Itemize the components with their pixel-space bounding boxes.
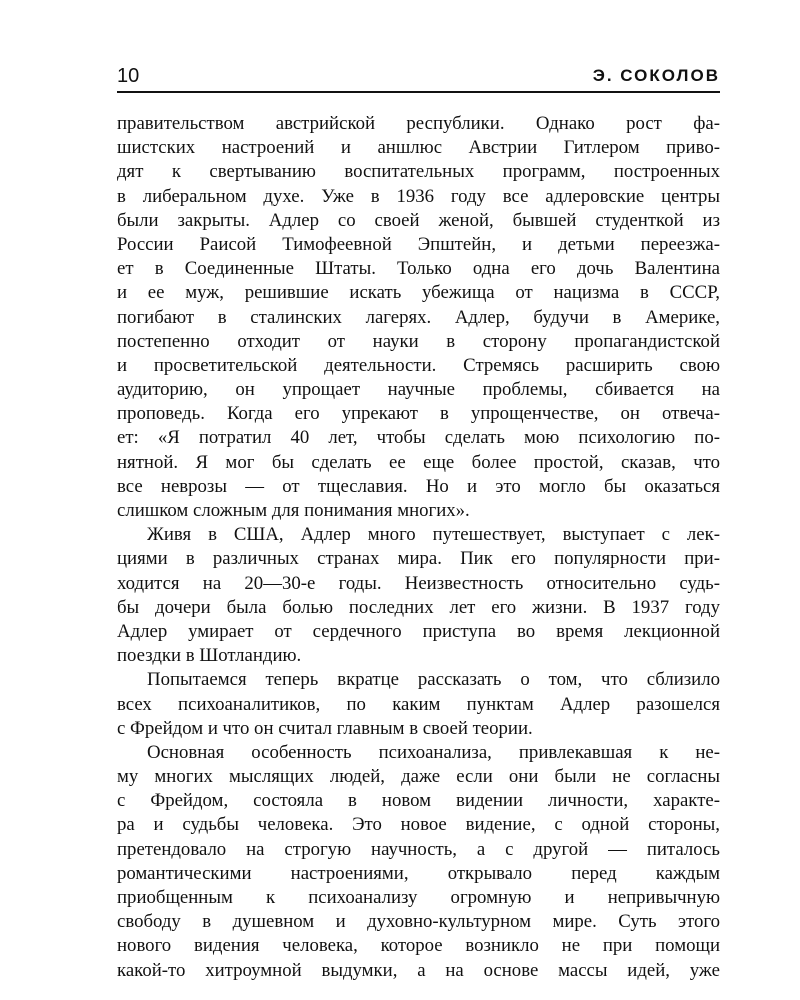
- text-line: романтическими настроениями, открывало перед каждым: [117, 862, 720, 884]
- text-line: свободу в душевном и духовно-культурном мире. Суть этого: [117, 911, 720, 933]
- text-line: шистских настроений и аншлюс Австрии Гитлером приво-: [117, 137, 720, 159]
- text-line: приобщенным к психоанализу огромную и непривычную: [117, 887, 720, 908]
- body-text: [117, 112, 720, 983]
- paragraph: [117, 668, 720, 741]
- header-rule: [117, 91, 720, 93]
- text-line: ра и судьбы человека. Это новое видение, с одной стороны,: [117, 814, 720, 836]
- text-line: ходится на 20—30-е годы. Неизвестность относительно судь-: [117, 572, 720, 594]
- text-line: Живя в США, Адлер много путешествует, выступает с лек-: [147, 524, 720, 546]
- paragraph: [117, 523, 720, 668]
- text-line: в либеральном духе. Уже в 1936 году все адлеровские центры: [117, 185, 720, 207]
- text-line: с Фрейдом и что он считал главным в своей теории.: [117, 717, 533, 739]
- text-line: Основная особенность психоанализа, привлекавшая к не-: [147, 741, 720, 763]
- text-line: были закрыты. Адлер со своей женой, бывшей студенткой из: [117, 209, 720, 231]
- text-line: аудиторию, он упрощает научные проблемы, сбивается на: [117, 379, 720, 401]
- paragraph: [117, 741, 720, 983]
- text-line: претендовало на строгую научность, а с другой — питалось: [117, 838, 720, 860]
- text-line: всех психоаналитиков, по каким пунктам Адлер разошелся: [117, 693, 720, 715]
- text-line: бы дочери была болью последних лет его жизни. В 1937 году: [117, 596, 720, 618]
- text-line: и просветительской деятельности. Стремясь расширить свою: [117, 354, 720, 376]
- text-line: постепенно отходит от науки в сторону пропагандистской: [117, 330, 720, 352]
- page-number: 10: [117, 65, 140, 87]
- running-header: [117, 62, 720, 90]
- text-line: Попытаемся теперь вкратце рассказать о том, что сблизило: [147, 669, 720, 691]
- text-line: поездки в Шотландию.: [117, 645, 302, 667]
- text-line: какой-то хитроумной выдумки, а на основе массы идей, уже: [117, 959, 720, 981]
- text-line: слишком сложным для понимания многих».: [117, 500, 470, 521]
- text-line: с Фрейдом, состояла в новом видении личности, характе-: [117, 790, 720, 812]
- text-line: ет: «Я потратил 40 лет, чтобы сделать мою психологию по-: [117, 427, 720, 449]
- text-line: циями в различных странах мира. Пик его популярности при-: [117, 548, 720, 570]
- text-line: ет в Соединенные Штаты. Только одна его дочь Валентина: [117, 258, 720, 280]
- text-line: нового видения человека, которое возникло не при помощи: [117, 935, 720, 957]
- text-line: дят к свертыванию воспитательных программ, построенных: [117, 161, 720, 183]
- text-line: все неврозы — от тщеславия. Но и это могло бы оказаться: [117, 475, 720, 497]
- text-line: Адлер умирает от сердечного приступа во время лекционной: [117, 620, 720, 642]
- running-head-author: Э. СОКОЛОВ: [592, 66, 720, 85]
- text-line: проповедь. Когда его упрекают в упрощенчестве, он отвеча-: [117, 403, 720, 425]
- text-line: и ее муж, решившие искать убежища от нацизма в СССР,: [117, 282, 720, 304]
- text-line: правительством австрийской республики. Однако рост фа-: [117, 113, 720, 134]
- text-line: погибают в сталинских лагерях. Адлер, будучи в Америке,: [117, 306, 720, 328]
- text-line: России Раисой Тимофеевной Эпштейн, и детьми переезжа-: [117, 233, 720, 255]
- paragraph: [117, 112, 720, 523]
- text-line: нятной. Я мог бы сделать ее еще более простой, сказав, что: [117, 451, 720, 473]
- text-line: му многих мыслящих людей, даже если они были не согласны: [117, 766, 720, 788]
